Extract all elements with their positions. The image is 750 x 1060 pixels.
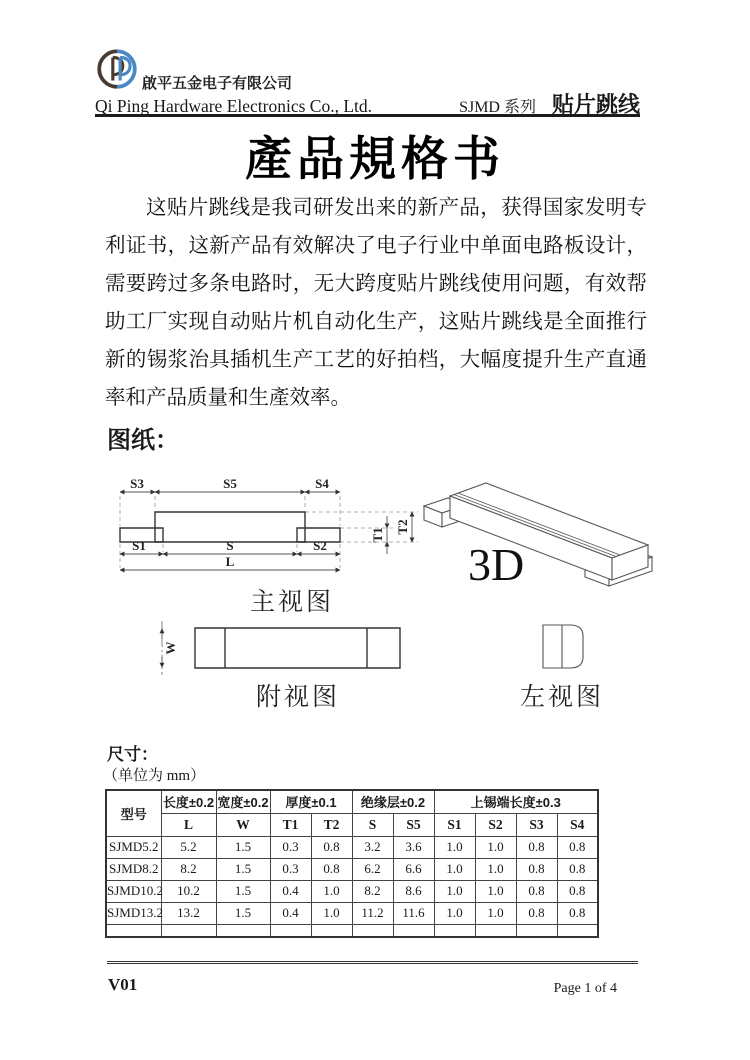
dim-label-l: L — [225, 554, 235, 569]
spec-cell: 0.8 — [311, 858, 352, 880]
model-cell: SJMD13.2 — [106, 902, 161, 924]
spec-cell: 0.8 — [516, 858, 557, 880]
col-header-length: 长度±0.2 — [161, 790, 216, 813]
col-header-S1: S1 — [434, 813, 475, 836]
three-d-label: 3D — [468, 539, 525, 590]
table-row — [106, 902, 598, 924]
company-name-en: Qi Ping Hardware Electronics Co., Ltd. — [95, 96, 373, 116]
spec-cell: 0.8 — [311, 836, 352, 858]
top-view-label: 附视图 — [255, 683, 341, 710]
spec-cell: 0.4 — [270, 880, 311, 902]
col-header-insulation: 绝缘层±0.2 — [352, 790, 434, 813]
front-view-label: 主视图 — [249, 588, 335, 616]
col-header-T2: T2 — [311, 813, 352, 836]
spec-cell: 0.8 — [516, 902, 557, 924]
spec-cell: 6.6 — [393, 858, 434, 880]
spec-cell: 1.0 — [475, 880, 516, 902]
top-view-drawing — [162, 621, 400, 710]
version-label: V01 — [108, 975, 138, 994]
spec-cell: 3.2 — [352, 836, 393, 858]
spec-cell: 3.6 — [393, 836, 434, 858]
dim-label-s1: S1 — [132, 538, 146, 553]
dim-label-s3: S3 — [130, 476, 144, 491]
col-header-S4: S4 — [557, 813, 598, 836]
company-name-cn: 啟平五金电子有限公司 — [142, 75, 293, 92]
spec-cell: 8.6 — [393, 880, 434, 902]
empty-cell — [557, 924, 598, 937]
col-header-L: L — [161, 813, 216, 836]
page-title: 產品規格书 — [245, 132, 505, 185]
spec-cell: 0.8 — [557, 858, 598, 880]
left-view-label: 左视图 — [519, 683, 605, 710]
empty-cell — [270, 924, 311, 937]
spec-cell: 0.3 — [270, 858, 311, 880]
spec-cell: 0.8 — [557, 836, 598, 858]
empty-cell — [393, 924, 434, 937]
spec-cell: 1.0 — [475, 902, 516, 924]
spec-cell: 1.0 — [434, 902, 475, 924]
dim-label-t2: T2 — [395, 519, 410, 535]
col-header-width: 宽度±0.2 — [216, 790, 270, 813]
dim-label-s5: S5 — [223, 476, 237, 491]
empty-cell — [311, 924, 352, 937]
spec-cell: 1.5 — [216, 880, 270, 902]
spec-table — [105, 789, 599, 938]
page-number: Page 1 of 4 — [553, 981, 617, 996]
drawings-heading: 图纸： — [107, 427, 179, 454]
spec-cell: 1.5 — [216, 858, 270, 880]
company-logo-icon — [96, 46, 138, 92]
spec-cell: 1.0 — [434, 880, 475, 902]
empty-cell — [161, 924, 216, 937]
empty-cell — [352, 924, 393, 937]
empty-cell — [106, 924, 161, 937]
spec-cell: 0.8 — [516, 836, 557, 858]
empty-cell — [475, 924, 516, 937]
dim-label-t1: T1 — [370, 527, 385, 543]
empty-cell — [516, 924, 557, 937]
series-label: SJMD 系列 — [459, 99, 536, 116]
product-name-label: 贴片跳线 — [551, 92, 640, 117]
spec-cell: 0.8 — [557, 902, 598, 924]
col-header-S5: S5 — [393, 813, 434, 836]
spec-cell: 1.0 — [434, 858, 475, 880]
technical-drawings — [0, 460, 750, 710]
spec-cell: 1.0 — [475, 836, 516, 858]
dim-label-s4: S4 — [315, 476, 329, 491]
dim-label-w: W — [163, 641, 178, 655]
model-cell: SJMD10.2 — [106, 880, 161, 902]
spec-cell: 1.0 — [475, 858, 516, 880]
model-cell: SJMD8.2 — [106, 858, 161, 880]
table-sub-header-row — [106, 813, 598, 836]
col-header-tinned: 上锡端长度±0.3 — [434, 790, 598, 813]
table-row — [106, 880, 598, 902]
col-header-W: W — [216, 813, 270, 836]
model-cell: SJMD5.2 — [106, 836, 161, 858]
dim-label-s: S — [226, 538, 234, 553]
unit-note: （单位为 mm） — [103, 768, 206, 784]
table-group-header-row — [106, 790, 598, 813]
empty-cell — [434, 924, 475, 937]
spec-cell: 10.2 — [161, 880, 216, 902]
dimensions-heading: 尺寸： — [107, 745, 158, 764]
spec-cell: 1.0 — [311, 902, 352, 924]
spec-cell: 0.3 — [270, 836, 311, 858]
col-header-S2: S2 — [475, 813, 516, 836]
table-row — [106, 858, 598, 880]
three-d-drawing — [424, 483, 652, 590]
left-view-drawing — [520, 625, 604, 710]
spec-cell: 11.6 — [393, 902, 434, 924]
spec-cell: 1.5 — [216, 902, 270, 924]
header-divider — [95, 114, 640, 117]
front-view-dimension-lines — [120, 492, 412, 570]
table-empty-row — [106, 924, 598, 937]
footer-divider — [107, 961, 638, 964]
col-header-model: 型号 — [106, 790, 161, 836]
col-header-S3: S3 — [516, 813, 557, 836]
spec-cell: 0.4 — [270, 902, 311, 924]
spec-cell: 6.2 — [352, 858, 393, 880]
spec-cell: 8.2 — [161, 858, 216, 880]
spec-cell: 1.5 — [216, 836, 270, 858]
front-view-drawing — [120, 476, 418, 616]
spec-cell: 1.0 — [434, 836, 475, 858]
table-row — [106, 836, 598, 858]
spec-cell: 11.2 — [352, 902, 393, 924]
col-header-T1: T1 — [270, 813, 311, 836]
spec-cell: 0.8 — [557, 880, 598, 902]
intro-paragraph: 这贴片跳线是我司研发出来的新产品，获得国家发明专利证书，这新产品有效解决了电子行业中单面电路板设计，需要跨过多条电路时，无大跨度贴片跳线使用问题，有效帮助工厂实现自动贴片机自动化生产，这贴片跳线是全面推行新的锡浆治具插机生产工艺的好拍档，大幅度提升生产直通率和产品质量和生產效率。 — [105, 197, 647, 409]
spec-cell: 5.2 — [161, 836, 216, 858]
spec-cell: 0.8 — [516, 880, 557, 902]
spec-cell: 8.2 — [352, 880, 393, 902]
col-header-thickness: 厚度±0.1 — [270, 790, 352, 813]
spec-cell: 1.0 — [311, 880, 352, 902]
col-header-S: S — [352, 813, 393, 836]
dim-label-s2: S2 — [313, 538, 327, 553]
spec-cell: 13.2 — [161, 902, 216, 924]
empty-cell — [216, 924, 270, 937]
